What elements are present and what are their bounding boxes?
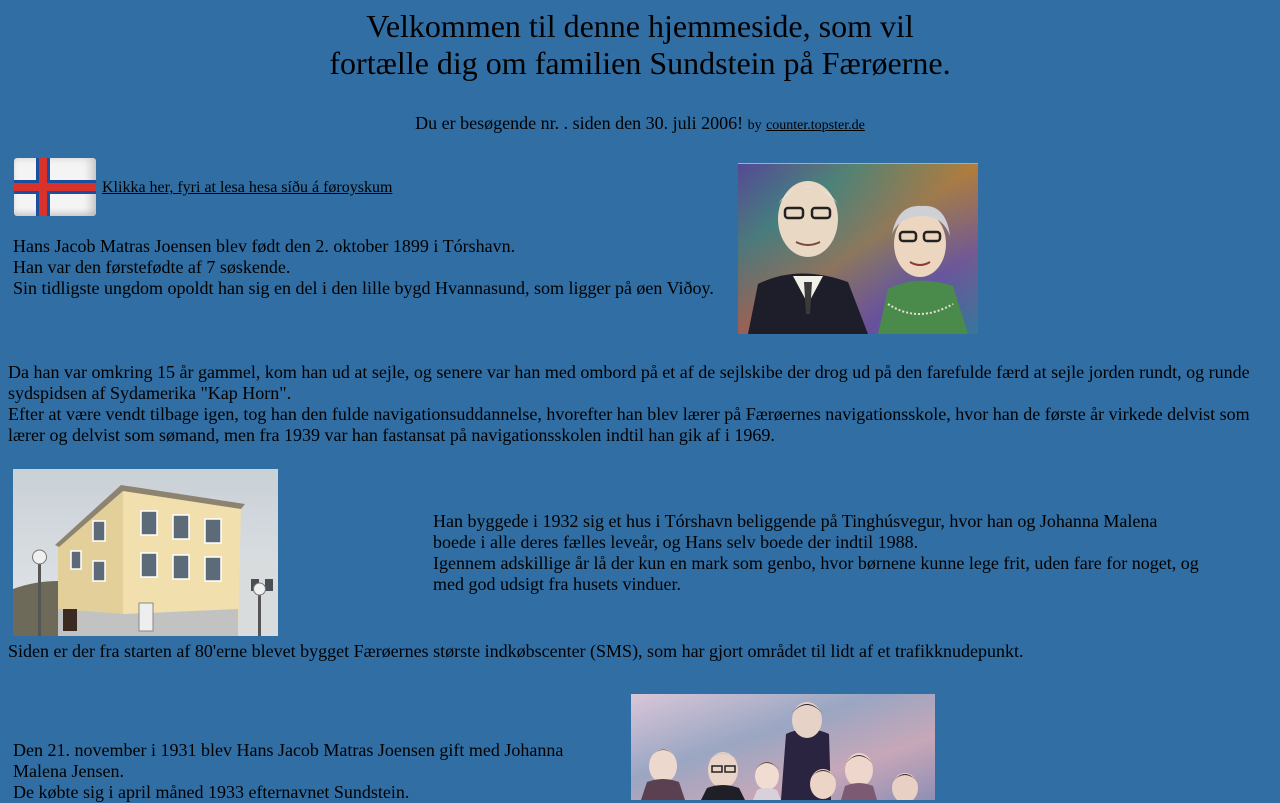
sea-line: sydspidsen af Sydamerika "Kap Horn". (8, 383, 292, 403)
page-title (0, 8, 1280, 82)
shopping-center-text (8, 641, 1023, 662)
sea-line: Efter at være vendt tilbage igen, tog han den fulde navigationsuddannelse, hvorefter han blev lærer på Færøernes navigationsskole, hvor han de første år virkede delvist som (8, 404, 1250, 424)
page-title-line-2: fortælle dig om familien Sundstein på Færøerne. (329, 45, 951, 81)
marriage-line: Malena Jensen. (13, 761, 124, 781)
sea-career-paragraph (8, 362, 1276, 446)
counter-by: by (747, 118, 762, 133)
sea-line: Da han var omkring 15 år gammel, kom han ud at sejle, og senere var han med ombord på et af de sejlskibe der drog ud på den farefulde færd at sejle jorden rundt, og runde (8, 362, 1250, 382)
couple-portrait-photo (738, 163, 978, 334)
visitor-counter (0, 113, 1280, 136)
marriage-line: De købte sig i april måned 1933 efternavnet Sundstein. (13, 782, 410, 802)
marriage-text (13, 740, 563, 803)
family-group-photo (631, 694, 935, 800)
counter-link[interactable]: counter.topster.de (766, 118, 865, 133)
sms-line: Siden er der fra starten af 80'erne blevet bygget Færøernes største indkøbscenter (SMS), som har gjort området til lidt af et trafikknudepunkt. (8, 641, 1024, 661)
faroese-flag-icon[interactable] (14, 158, 96, 216)
sea-line: lærer og delvist som sømand, men fra 1939 var han fastansat på navigationsskolen indtil han gik af i 1969. (8, 425, 775, 445)
house-line: Igennem adskillige år lå der kun en mark som genbo, hvor børnene kunne lege frit, uden fare for noget, og (433, 553, 1199, 573)
faroese-language-link[interactable]: Klikka her, fyri at lesa hesa síðu á føroyskum (102, 179, 393, 196)
house-line: med god udsigt fra husets vinduer. (433, 574, 681, 594)
intro-line: Han var den førstefødte af 7 søskende. (13, 257, 291, 277)
house-photo (13, 469, 278, 636)
house-text (433, 511, 1199, 595)
house-line: boede i alle deres fælles leveår, og Hans selv boede der indtil 1988. (433, 532, 919, 552)
marriage-line: Den 21. november i 1931 blev Hans Jacob Matras Joensen gift med Johanna (13, 740, 564, 760)
page-title-line-1: Velkommen til denne hjemmeside, som vil (366, 8, 914, 44)
intro-line: Sin tidligste ungdom opoldt han sig en del i den lille bygd Hvannasund, som ligger på øen Viðoy. (13, 278, 714, 298)
house-line: Han byggede i 1932 sig et hus i Tórshavn beliggende på Tinghúsvegur, hvor han og Johanna Malena (433, 511, 1158, 531)
intro-line: Hans Jacob Matras Joensen blev født den 2. oktober 1899 i Tórshavn. (13, 236, 516, 256)
intro-text (13, 236, 714, 299)
counter-text: Du er besøgende nr. . siden den 30. juli 2006! (415, 113, 744, 133)
